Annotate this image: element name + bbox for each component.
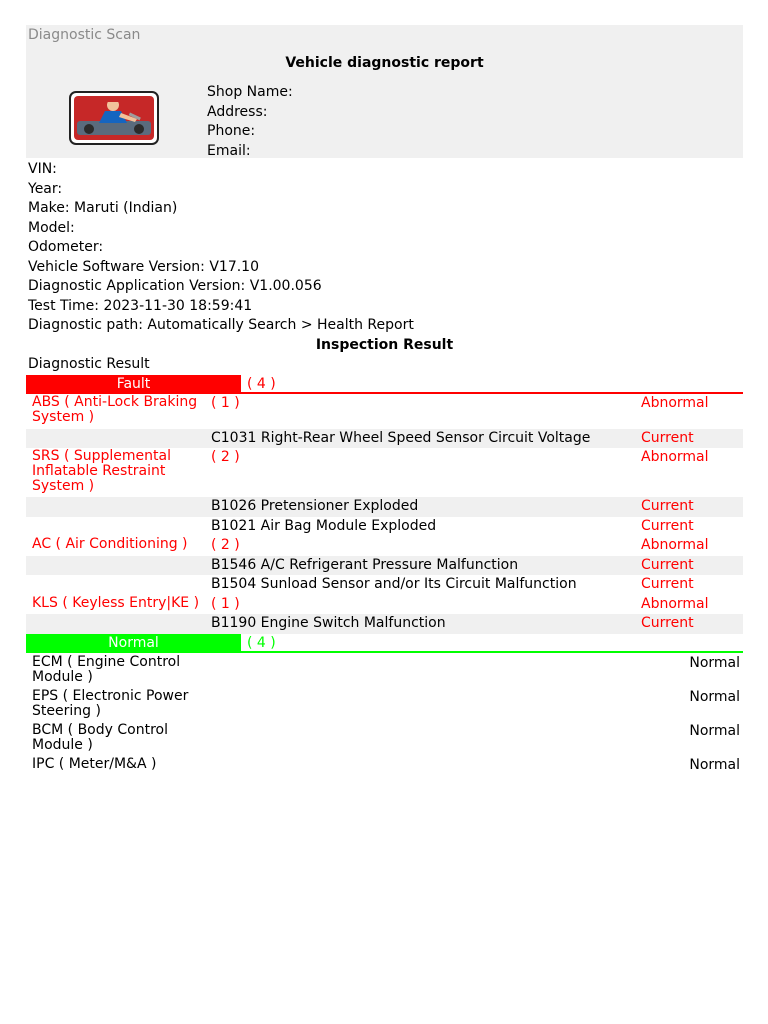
normal-section-header bbox=[26, 634, 743, 653]
diagnostic-result-label: Diagnostic Result bbox=[28, 356, 150, 372]
dtc-description: B1026 Pretensioner Exploded bbox=[211, 498, 419, 514]
dtc-description: B1504 Sunload Sensor and/or Its Circuit Malfunction bbox=[211, 576, 577, 592]
report-title: Vehicle diagnostic report bbox=[285, 55, 484, 71]
diagnostic-path-line: Diagnostic path: Automatically Search > Health Report bbox=[28, 317, 414, 333]
report-page bbox=[26, 25, 743, 775]
dtc-row bbox=[26, 575, 743, 595]
normal-module-row bbox=[26, 687, 743, 721]
dtc-description: B1546 A/C Refrigerant Pressure Malfunction bbox=[211, 556, 519, 573]
fault-count: ( 4 ) bbox=[247, 375, 276, 392]
inspection-title: Inspection Result bbox=[315, 336, 454, 353]
module-row-abs bbox=[26, 394, 743, 429]
dtc-description: B1021 Air Bag Module Exploded bbox=[211, 517, 437, 534]
module-count: ( 1 ) bbox=[211, 394, 240, 411]
odometer-line: Odometer: bbox=[28, 239, 104, 255]
make-line: Make: Maruti (Indian) bbox=[28, 200, 178, 216]
module-row-srs bbox=[26, 448, 743, 497]
module-name: IPC ( Meter/M&A ) bbox=[32, 755, 157, 772]
module-status: Abnormal bbox=[641, 595, 709, 612]
normal-module-row bbox=[26, 721, 743, 755]
brand-label: Diagnostic Scan bbox=[28, 27, 141, 43]
dtc-row bbox=[26, 614, 743, 634]
module-status: Normal bbox=[689, 688, 740, 705]
module-name: ECM ( Engine Control Module ) bbox=[32, 653, 181, 685]
normal-count: ( 4 ) bbox=[247, 634, 276, 651]
dtc-status: Current bbox=[641, 517, 694, 534]
module-status: Abnormal bbox=[641, 394, 709, 411]
module-status: Normal bbox=[689, 654, 740, 671]
dtc-status: Current bbox=[641, 576, 694, 592]
fault-label: Fault bbox=[26, 375, 241, 394]
vehicle-info bbox=[26, 160, 743, 336]
module-status: Normal bbox=[689, 722, 740, 739]
dtc-status: Current bbox=[641, 556, 694, 573]
dtc-row bbox=[26, 497, 743, 517]
module-name: KLS ( Keyless Entry|KE ) bbox=[32, 594, 200, 611]
shop-name: Shop Name: bbox=[207, 84, 293, 100]
module-status: Normal bbox=[689, 756, 740, 773]
year-line: Year: bbox=[28, 180, 63, 197]
dtc-row bbox=[26, 429, 743, 449]
shop-phone: Phone: bbox=[207, 123, 256, 139]
report-header bbox=[26, 25, 743, 158]
app-version-line: Diagnostic Application Version: V1.00.056 bbox=[28, 278, 322, 294]
model-line: Model: bbox=[28, 219, 75, 236]
dtc-status: Current bbox=[641, 615, 694, 631]
module-count: ( 2 ) bbox=[211, 449, 240, 465]
module-name: EPS ( Electronic Power Steering ) bbox=[32, 687, 189, 719]
dtc-row bbox=[26, 556, 743, 576]
module-status: Abnormal bbox=[641, 537, 709, 553]
module-row-ac bbox=[26, 536, 743, 556]
dtc-description: B1190 Engine Switch Malfunction bbox=[211, 615, 446, 631]
dtc-description: C1031 Right-Rear Wheel Speed Sensor Circuit Voltage bbox=[211, 429, 591, 446]
normal-module-row bbox=[26, 755, 743, 775]
vin-line: VIN: bbox=[28, 161, 57, 177]
module-count: ( 2 ) bbox=[211, 537, 240, 553]
module-name: ABS ( Anti-Lock Braking System ) bbox=[32, 393, 198, 425]
module-name: BCM ( Body Control Module ) bbox=[32, 721, 168, 753]
normal-module-row bbox=[26, 653, 743, 687]
shop-info bbox=[207, 83, 293, 161]
mechanic-logo-icon bbox=[69, 91, 159, 145]
software-version-line: Vehicle Software Version: V17.10 bbox=[28, 258, 259, 275]
fault-section-header bbox=[26, 375, 743, 394]
shop-address: Address: bbox=[207, 103, 268, 120]
dtc-status: Current bbox=[641, 498, 694, 514]
normal-label: Normal bbox=[26, 634, 241, 653]
dtc-status: Current bbox=[641, 429, 694, 446]
test-time-line: Test Time: 2023-11-30 18:59:41 bbox=[28, 297, 253, 314]
module-count: ( 1 ) bbox=[211, 595, 240, 612]
dtc-row bbox=[26, 517, 743, 537]
module-name: AC ( Air Conditioning ) bbox=[32, 536, 188, 552]
module-name: SRS ( Supplemental Inflatable Restraint System ) bbox=[32, 448, 171, 494]
module-row-kls bbox=[26, 595, 743, 615]
shop-email: Email: bbox=[207, 142, 251, 159]
module-status: Abnormal bbox=[641, 449, 709, 465]
